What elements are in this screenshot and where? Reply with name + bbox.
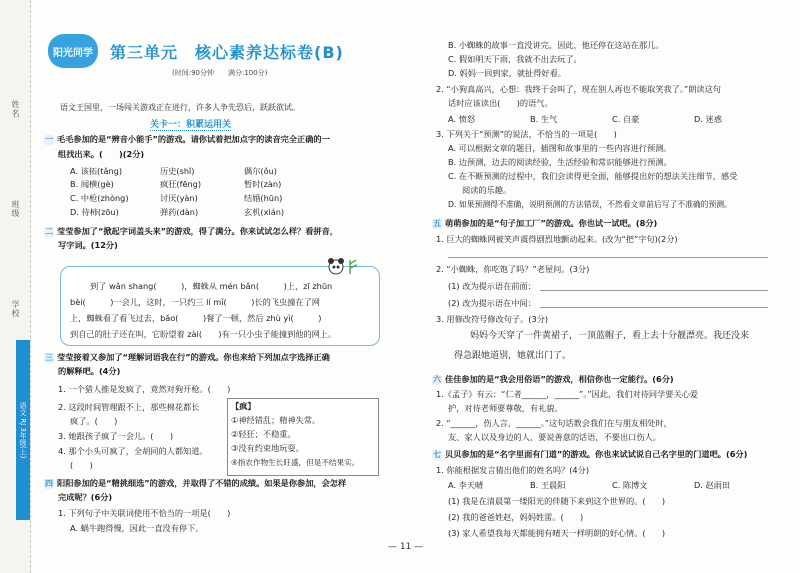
q1-option-b1: B. 闻横(gè) xyxy=(70,179,114,189)
q7-head: 七 贝贝参加的是“名字里面有门道”的游戏。你也来试试说自己名字里的门道吧。(6分) xyxy=(433,449,748,459)
q2-head2: 写字词。(12分) xyxy=(58,240,118,250)
q5-sentence-2a: (1) 改为提示语在前面： xyxy=(448,281,536,291)
r-option-d: D. 妈妈一回到家，就扯得好看。 xyxy=(448,68,566,78)
q1-option-a1: A. 该拓(tǎng) xyxy=(70,166,123,176)
r-q3-opt-b: B. 边预测，边去的阅读经验，生活经验和常识能够进行预测。 xyxy=(448,157,672,167)
logo: 阳光同学 xyxy=(48,34,98,68)
class-label: 班级 xyxy=(11,200,20,218)
q3-sentence-1: 1. 一个猎人推是发疯了，竟然对狗开枪。( ) xyxy=(58,384,231,394)
q7-item-3: (3) 家人希望我每天都能拥有晴天一样明朗的好心情。( ) xyxy=(448,528,666,538)
q6-sentence-1b: 护，对待老师要尊敬，有礼貌。 xyxy=(448,403,563,413)
r-q3-stem: 3. 下列关于“预测”的说法，不恰当的一项是( ) xyxy=(436,129,617,139)
definition-box xyxy=(227,398,379,476)
q1-option-a2: 历史(shǐ) xyxy=(160,166,195,176)
q3-sentence-2b: 疯了。( ) xyxy=(70,416,118,426)
r-q2-line-a: 2. “小狗真高兴，心想：我终于会叫了，现在别人再也不能取笑我了。”朗读这句 xyxy=(436,84,721,94)
r-q3-opt-c: C. 在不断预测的过程中，我们会读得更全面，能够提出好的想法关注细节，感受 xyxy=(448,171,738,181)
q5-sentence-3: 3. 用修改符号修改句子。(3分) xyxy=(436,314,549,324)
q1-number: 一 xyxy=(45,135,53,144)
binding-strip xyxy=(0,0,31,573)
q1-option-c1: C. 中枪(zhòng) xyxy=(70,193,129,203)
q6-sentence-1: 1.《孟子》有云：“仁者______，______”。”因此，我们对待同学要关心爱 xyxy=(436,389,699,399)
r-q2-opt-c: C. 自豪 xyxy=(612,114,640,124)
spine-label: 语文 RJ 3年级(上) xyxy=(16,340,30,520)
section-card-1: 关卡一：积累运用关 xyxy=(150,117,231,131)
q3-head: 三 莹莹接着又参加了“理解词语我在行”的游戏。你也来给下列加点字选择正确 xyxy=(45,352,330,362)
q6-head: 六 佳佳参加的是“我会用俗语”的游戏，相信你也一定能行。(6分) xyxy=(433,374,674,384)
q7-sentence-1: 1. 你能根据发言猜出他们的姓名吗？(4分) xyxy=(436,465,590,475)
panda-icon xyxy=(326,256,362,276)
q4-head: 四 阳阳参加的是“精挑细选”的游戏，并取得了不错的成绩。如果是你参加，会怎样 xyxy=(45,478,347,488)
q7-item-1: (1) 我是在清晨第一缕阳光的伴随下来到这个世界的。( ) xyxy=(448,496,666,506)
r-q2-opt-d: D. 迷惑 xyxy=(694,114,722,124)
q3-sentence-4: 4. 那个小头可疯了，全胡同的人都知道。 xyxy=(58,446,208,456)
q2-line-1: 到了 wǎn shang( )，蜘蛛从 mén bǎn( )上，zī zhūn xyxy=(90,281,333,291)
q4-sentence-1: 1. 下列句子中关联词使用不恰当的一项是( ) xyxy=(58,508,231,518)
dict-def-1: ①神经错乱；精神失常。 xyxy=(231,415,321,425)
q7-opt-a: A. 李天晴 xyxy=(448,480,484,490)
q2-line-2: bèi( )一会儿，这时，一只约三 lí mǐ( )长的飞虫撞在了网 xyxy=(70,297,320,307)
dict-def-3: ③没有约束地玩耍。 xyxy=(231,443,304,453)
q5-sentence-2b: (2) 改为提示语在中间： xyxy=(448,298,536,308)
q1-head: 一 毛毛参加的是“辨音小能手”的游戏。请你试着把加点字的读音完全正确的一 xyxy=(45,134,330,144)
q3-head2: 的解释吧。(4分) xyxy=(58,366,121,376)
q3-sentence-2: 2. 这段时间管理跟不上，那些棉花都长 xyxy=(58,402,200,412)
page-title: 第三单元 核心素养达标卷(B) xyxy=(110,43,344,62)
page-subtitle: (时间:90分钟 满分:100分) xyxy=(172,69,268,77)
r-option-b: B. 小蜘蛛的故事一直没讲完，因此，他还停在这站在那儿。 xyxy=(448,40,664,50)
r-q3-opt-c2: 阅读的乐趣。 xyxy=(462,185,512,195)
r-q3-opt-a: A. 可以根据文章的题目，插图和故事里的一些内容进行预测。 xyxy=(448,143,672,153)
q2-line-4: 到自己的肚子还在叫，它盼望着 zài( )有一只小虫子能撞到他的网上。 xyxy=(70,329,337,339)
q5-head: 五 萌萌参加的是“句子加工厂”的游戏。你也试一试吧。(8分) xyxy=(433,218,658,228)
q2-number: 二 xyxy=(45,227,53,236)
answer-line-2[interactable] xyxy=(540,290,768,291)
q5-paragraph-1: 妈妈今天穿了一件黄裙子，一顶蓝帽子，看上去十分靓漂亮。我还没来 xyxy=(470,331,750,341)
q1-option-d1: D. 待柿(zōu) xyxy=(70,207,119,217)
q4-number: 四 xyxy=(45,479,53,488)
answer-line-1[interactable] xyxy=(448,257,768,258)
q1-option-d2: 弹药(dàn) xyxy=(160,207,199,217)
dict-def-2: ②轻狂；不稳重。 xyxy=(231,429,296,439)
q3-sentence-3: 3. 她跟孩子疯了一会儿。( ) xyxy=(58,431,174,441)
q6-sentence-2b: 友、家人以及身边的人，要说善意的话语，不要出口伤人。 xyxy=(448,432,661,442)
q1-head2: 组找出来。( )(2分) xyxy=(58,149,145,159)
r-option-c: C. 假如明天下雨，我就不出去玩了。 xyxy=(448,54,582,64)
q1-option-d3: 玄机(xián) xyxy=(244,207,285,217)
q4-option-a: A. 蜗牛跑得慢，因此一直没有停下。 xyxy=(70,523,204,533)
answer-line-3[interactable] xyxy=(540,307,768,308)
dict-head: 【疯】 xyxy=(231,401,256,411)
q5-number: 五 xyxy=(433,219,441,228)
q1-option-b3: 暂时(zàn) xyxy=(244,179,282,189)
q7-number: 七 xyxy=(433,450,441,459)
r-q2-opt-a: A. 愤怒 xyxy=(448,114,476,124)
school-label: 学校 xyxy=(11,300,20,318)
q5-sentence-2: 2. “小蜘蛛，你吃饱了吗？”老屋问。(3分) xyxy=(436,264,590,274)
dict-def-4: ④指农作物生长旺盛，但是不结果实。 xyxy=(231,458,360,467)
q7-opt-c: C. 陈博文 xyxy=(612,480,648,490)
q7-opt-d: D. 赵雨田 xyxy=(694,480,731,490)
q4-head2: 完成呢？(6分) xyxy=(58,492,113,502)
q2-head: 二 莹莹参加了“掀起字词盖头来”的游戏，得了满分。你来试试怎么样？看拼音， xyxy=(45,226,338,236)
q6-sentence-2: 2. “______，伤人言，______。”这句话教会我们在与朋友相处时， xyxy=(436,418,672,428)
q3-number: 三 xyxy=(45,353,53,362)
q5-sentence-1: 1. 巨大的蜘蛛网被笑声震得剧烈地颤动起来。(改为“把”字句)(2分) xyxy=(436,234,678,244)
intro-text: 语文王国里，一场闯关游戏正在进行，许多人争先恐后，跃跃欲试。 xyxy=(60,103,300,112)
r-q2-opt-b: B. 生气 xyxy=(530,114,558,124)
q5-paragraph-2: 得急跟她道别，她就出门了。 xyxy=(454,351,572,361)
page-number: — 11 — xyxy=(388,542,424,552)
q2-line-3: 上，蜘蛛看了看飞过去，bǎo( )餐了一顿，然后 zhù yì( ) xyxy=(70,313,322,323)
q1-option-c3: 结婚(hūn) xyxy=(244,193,283,203)
q6-number: 六 xyxy=(433,375,441,384)
q1-option-a3: 偶尔(ǒu) xyxy=(244,166,277,176)
q1-option-c2: 讨厌(yàn) xyxy=(160,193,198,203)
q1-option-b2: 疯狂(fēng) xyxy=(160,179,202,189)
r-q3-opt-d: D. 如果预测得不准确，说明预测的方法错误，不然看文章前后写了不准确的预测。 xyxy=(448,200,732,209)
q7-item-2: (2) 我的爸爸姓赵，妈妈姓雷。( ) xyxy=(448,512,584,522)
name-label: 姓名 xyxy=(11,100,20,118)
q3-sentence-4b: ( ) xyxy=(70,460,93,470)
q7-opt-b: B. 王晨阳 xyxy=(530,480,566,490)
r-q2-line-b: 话时应该读出( )的语气。 xyxy=(448,98,553,108)
